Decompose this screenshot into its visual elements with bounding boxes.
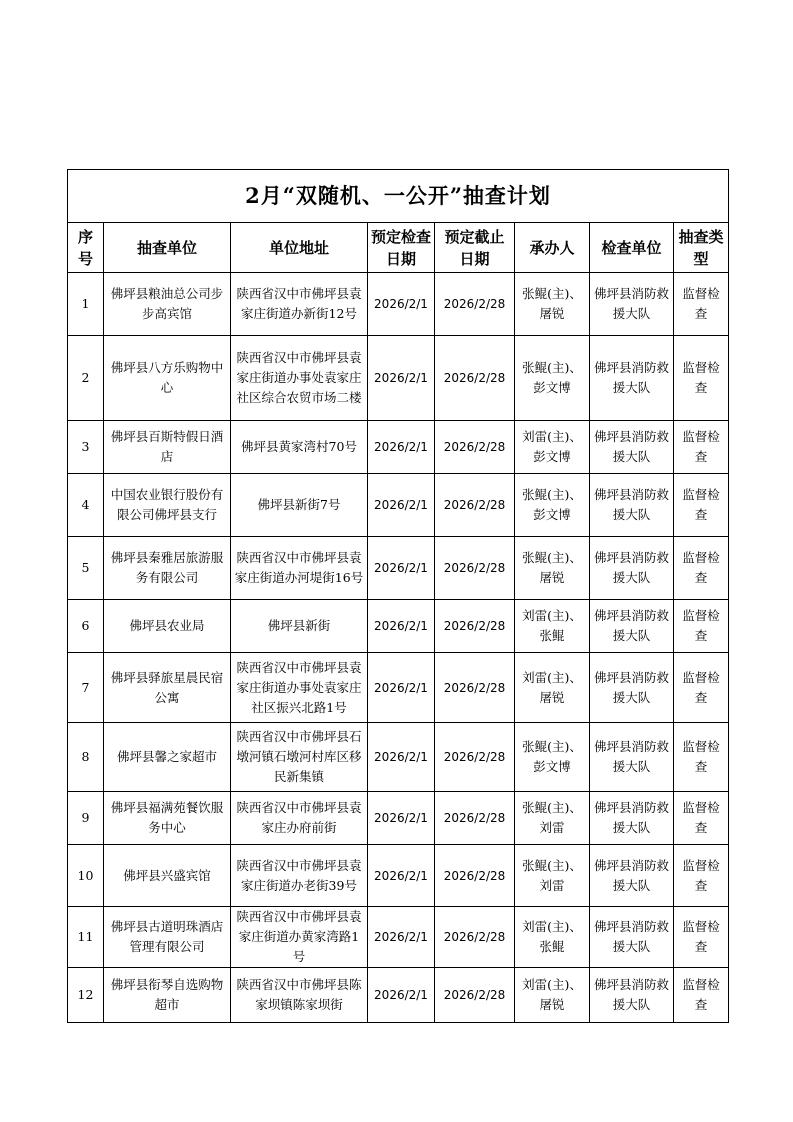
cell-department: 佛坪县消防救援大队 (590, 421, 674, 474)
cell-index: 9 (68, 792, 104, 845)
cell-start-date: 2026/2/1 (368, 792, 435, 845)
cell-department: 佛坪县消防救援大队 (590, 600, 674, 653)
cell-start-date: 2026/2/1 (368, 723, 435, 792)
cell-type: 监督检查 (674, 600, 729, 653)
cell-type: 监督检查 (674, 474, 729, 537)
cell-address: 陕西省汉中市佛坪县石墩河镇石墩河村库区移民新集镇 (231, 723, 368, 792)
cell-type: 监督检查 (674, 653, 729, 723)
cell-address: 陕西省汉中市佛坪县袁家庄街道办河堤街16号 (231, 537, 368, 600)
cell-staff: 刘雷(主)、屠锐 (515, 653, 590, 723)
cell-index: 10 (68, 845, 104, 907)
cell-staff: 张鲲(主)、彭文博 (515, 336, 590, 421)
cell-start-date: 2026/2/1 (368, 474, 435, 537)
cell-unit: 佛坪县秦雅居旅游服务有限公司 (104, 537, 231, 600)
cell-unit: 佛坪县百斯特假日酒店 (104, 421, 231, 474)
cell-address: 陕西省汉中市佛坪县袁家庄街道办事处袁家庄社区综合农贸市场二楼 (231, 336, 368, 421)
cell-address: 陕西省汉中市佛坪县袁家庄街道办事处袁家庄社区振兴北路1号 (231, 653, 368, 723)
cell-end-date: 2026/2/28 (435, 653, 515, 723)
cell-staff: 张鲲(主)、彭文博 (515, 474, 590, 537)
cell-type: 监督检查 (674, 421, 729, 474)
inspection-plan-table (67, 169, 729, 1023)
cell-address: 佛坪县新街 (231, 600, 368, 653)
table-row (68, 474, 729, 537)
cell-staff: 刘雷(主)、屠锐 (515, 968, 590, 1023)
column-header-index: 序号 (68, 223, 104, 273)
cell-index: 1 (68, 273, 104, 336)
cell-department: 佛坪县消防救援大队 (590, 273, 674, 336)
cell-type: 监督检查 (674, 845, 729, 907)
cell-unit: 佛坪县兴盛宾馆 (104, 845, 231, 907)
cell-start-date: 2026/2/1 (368, 653, 435, 723)
cell-address: 陕西省汉中市佛坪县陈家坝镇陈家坝街 (231, 968, 368, 1023)
cell-index: 8 (68, 723, 104, 792)
table-row (68, 273, 729, 336)
cell-department: 佛坪县消防救援大队 (590, 723, 674, 792)
cell-start-date: 2026/2/1 (368, 336, 435, 421)
column-header-staff: 承办人 (515, 223, 590, 273)
cell-staff: 张鲲(主)、刘雷 (515, 792, 590, 845)
cell-end-date: 2026/2/28 (435, 600, 515, 653)
table-row (68, 845, 729, 907)
cell-address: 佛坪县黄家湾村70号 (231, 421, 368, 474)
cell-index: 3 (68, 421, 104, 474)
table-row (68, 653, 729, 723)
cell-index: 11 (68, 907, 104, 968)
cell-end-date: 2026/2/28 (435, 336, 515, 421)
cell-unit: 佛坪县衔琴自选购物超市 (104, 968, 231, 1023)
cell-end-date: 2026/2/28 (435, 421, 515, 474)
cell-end-date: 2026/2/28 (435, 273, 515, 336)
cell-index: 12 (68, 968, 104, 1023)
cell-staff: 张鲲(主)、屠锐 (515, 273, 590, 336)
cell-unit: 中国农业银行股份有限公司佛坪县支行 (104, 474, 231, 537)
cell-index: 6 (68, 600, 104, 653)
column-header-start-date: 预定检查日期 (368, 223, 435, 273)
table-row (68, 537, 729, 600)
cell-department: 佛坪县消防救援大队 (590, 792, 674, 845)
cell-staff: 张鲲(主)、彭文博 (515, 723, 590, 792)
cell-department: 佛坪县消防救援大队 (590, 474, 674, 537)
cell-address: 陕西省汉中市佛坪县袁家庄街道办老街39号 (231, 845, 368, 907)
cell-address: 佛坪县新街7号 (231, 474, 368, 537)
cell-end-date: 2026/2/28 (435, 537, 515, 600)
cell-index: 7 (68, 653, 104, 723)
table-row (68, 968, 729, 1023)
cell-staff: 张鲲(主)、刘雷 (515, 845, 590, 907)
cell-start-date: 2026/2/1 (368, 421, 435, 474)
cell-staff: 刘雷(主)、张鲲 (515, 907, 590, 968)
cell-index: 4 (68, 474, 104, 537)
cell-unit: 佛坪县福满苑餐饮服务中心 (104, 792, 231, 845)
table-row (68, 336, 729, 421)
cell-unit: 佛坪县粮油总公司步步高宾馆 (104, 273, 231, 336)
cell-end-date: 2026/2/28 (435, 968, 515, 1023)
cell-address: 陕西省汉中市佛坪县袁家庄街道办新街12号 (231, 273, 368, 336)
cell-type: 监督检查 (674, 537, 729, 600)
cell-type: 监督检查 (674, 336, 729, 421)
column-header-type: 抽查类型 (674, 223, 729, 273)
cell-department: 佛坪县消防救援大队 (590, 653, 674, 723)
column-header-address: 单位地址 (231, 223, 368, 273)
table-row (68, 421, 729, 474)
cell-start-date: 2026/2/1 (368, 968, 435, 1023)
cell-department: 佛坪县消防救援大队 (590, 336, 674, 421)
cell-end-date: 2026/2/28 (435, 474, 515, 537)
cell-end-date: 2026/2/28 (435, 845, 515, 907)
cell-unit: 佛坪县农业局 (104, 600, 231, 653)
cell-department: 佛坪县消防救援大队 (590, 537, 674, 600)
cell-address: 陕西省汉中市佛坪县袁家庄办府前街 (231, 792, 368, 845)
inspection-plan-sheet (67, 169, 728, 1023)
cell-staff: 刘雷(主)、张鲲 (515, 600, 590, 653)
cell-address: 陕西省汉中市佛坪县袁家庄街道办黄家湾路1号 (231, 907, 368, 968)
cell-department: 佛坪县消防救援大队 (590, 907, 674, 968)
cell-type: 监督检查 (674, 907, 729, 968)
table-row (68, 723, 729, 792)
cell-staff: 刘雷(主)、彭文博 (515, 421, 590, 474)
cell-start-date: 2026/2/1 (368, 537, 435, 600)
column-header-unit: 抽查单位 (104, 223, 231, 273)
cell-start-date: 2026/2/1 (368, 907, 435, 968)
cell-type: 监督检查 (674, 792, 729, 845)
cell-unit: 佛坪县馨之家超市 (104, 723, 231, 792)
table-row (68, 907, 729, 968)
table-row (68, 600, 729, 653)
cell-start-date: 2026/2/1 (368, 273, 435, 336)
cell-unit: 佛坪县八方乐购物中心 (104, 336, 231, 421)
cell-type: 监督检查 (674, 968, 729, 1023)
cell-department: 佛坪县消防救援大队 (590, 845, 674, 907)
cell-unit: 佛坪县驿旅星晨民宿公寓 (104, 653, 231, 723)
cell-type: 监督检查 (674, 723, 729, 792)
cell-end-date: 2026/2/28 (435, 723, 515, 792)
column-header-end-date: 预定截止日期 (435, 223, 515, 273)
table-row (68, 792, 729, 845)
cell-type: 监督检查 (674, 273, 729, 336)
cell-index: 5 (68, 537, 104, 600)
cell-start-date: 2026/2/1 (368, 600, 435, 653)
cell-end-date: 2026/2/28 (435, 907, 515, 968)
cell-staff: 张鲲(主)、屠锐 (515, 537, 590, 600)
cell-end-date: 2026/2/28 (435, 792, 515, 845)
column-header-department: 检查单位 (590, 223, 674, 273)
table-header-row (68, 223, 729, 273)
cell-start-date: 2026/2/1 (368, 845, 435, 907)
cell-department: 佛坪县消防救援大队 (590, 968, 674, 1023)
page-title: 2月“双随机、一公开”抽查计划 (68, 170, 729, 223)
cell-index: 2 (68, 336, 104, 421)
cell-unit: 佛坪县古道明珠酒店管理有限公司 (104, 907, 231, 968)
